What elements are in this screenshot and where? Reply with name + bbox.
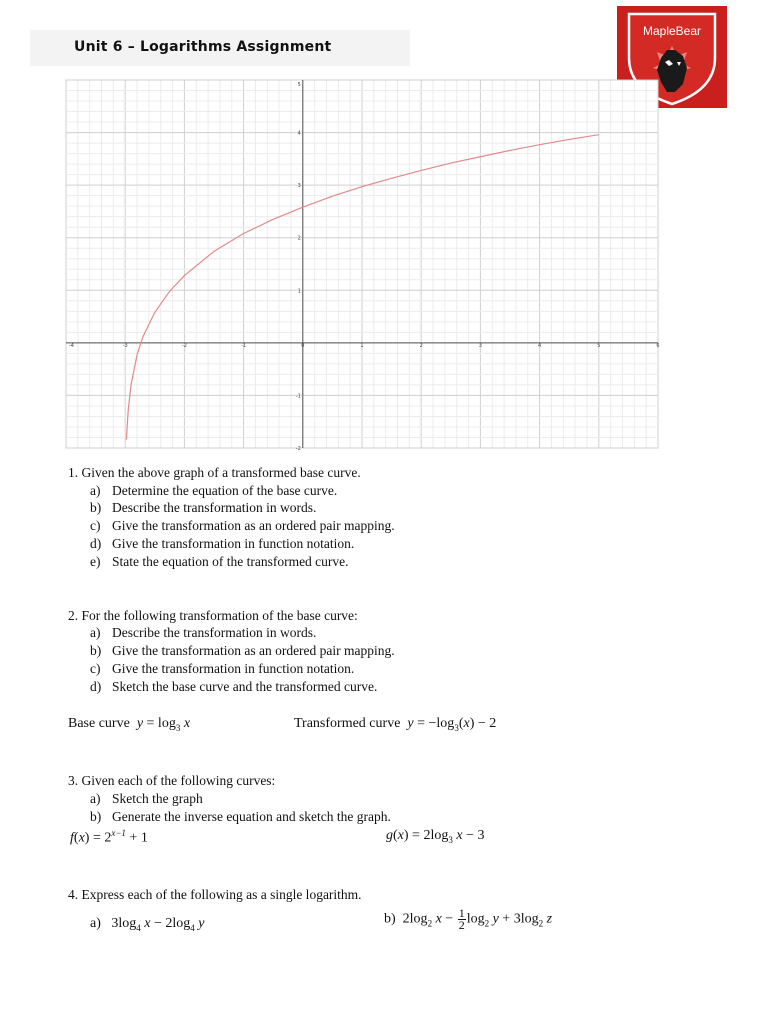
question-1: 1. Given the above graph of a transformed base curve. — [68, 465, 361, 480]
y-tick-label: 5 — [297, 82, 301, 88]
q1-item-b: b) Describe the transformation in words. — [90, 500, 317, 515]
question-4: 4. Express each of the following as a single logarithm. — [68, 887, 362, 902]
x-tick-label: 0 — [301, 342, 305, 349]
x-tick-label: 1 — [360, 342, 364, 349]
logo-text: MapleBear — [642, 24, 702, 38]
g-of-x-equation: $g(x) = 2\log_3$ x − 3 — [386, 828, 485, 845]
q1-item-a: a) Determine the equation of the base curve. — [90, 483, 338, 498]
transformed-curve-equation: Transformed curve $y = -\log_3(x) - 2$ — [294, 716, 497, 733]
q1-item-e: e) State the equation of the transformed curve. — [90, 554, 349, 569]
q2-item-b: b) Give the transformation as an ordered pair mapping. — [90, 643, 395, 658]
q3-item-b: b) Generate the inverse equation and sketch the graph. — [90, 809, 391, 824]
q4-part-b: b) $2\log_2$ x − $\frac{1}{2}$ $\log_2 y + 3\log_2$ z — [384, 906, 553, 932]
q1-item-d: d) Give the transformation in function notation. — [90, 536, 355, 551]
question-2: 2. For the following transformation of the base curve: — [68, 608, 358, 623]
y-tick-label: -1 — [295, 393, 301, 400]
x-tick-label: 3 — [478, 342, 482, 349]
page-title: Unit 6 – Logarithms Assignment — [74, 39, 332, 55]
y-tick-label: 2 — [297, 235, 301, 242]
x-tick-label: -2 — [181, 342, 187, 349]
q2-item-a: a) Describe the transformation in words. — [90, 625, 317, 640]
q4-part-a: a) $3\log_4$ $x - 2\log_4$ y — [90, 916, 205, 933]
base-curve-equation: Base curve $y = \log_3 x$ — [68, 716, 191, 733]
q3-item-a: a) Sketch the graph — [90, 791, 203, 806]
x-tick-label: 4 — [538, 342, 542, 349]
y-tick-label: 1 — [297, 288, 301, 295]
x-tick-label: 5 — [597, 342, 601, 349]
y-tick-label: 4 — [297, 130, 301, 137]
x-tick-label: 6 — [656, 342, 660, 349]
q1-item-c: c) Give the transformation as an ordered pair mapping. — [90, 518, 395, 533]
x-tick-label: 2 — [419, 342, 423, 349]
y-tick-label: 3 — [297, 183, 301, 190]
x-tick-label: -4 — [69, 342, 74, 349]
logarithm-graph — [66, 80, 660, 452]
x-tick-label: -3 — [122, 342, 128, 349]
question-3: 3. Given each of the following curves: — [68, 773, 276, 788]
title-banner — [30, 30, 410, 66]
y-tick-label: -2 — [295, 446, 301, 452]
q2-item-c: c) Give the transformation in function notation. — [90, 661, 355, 676]
grid-lines — [66, 80, 658, 448]
f-of-x-equation: $f(x) = 2^{x-1} + 1$ — [70, 828, 148, 846]
x-tick-label: -1 — [241, 342, 247, 349]
q2-item-d: d) Sketch the base curve and the transformed curve. — [90, 679, 378, 694]
